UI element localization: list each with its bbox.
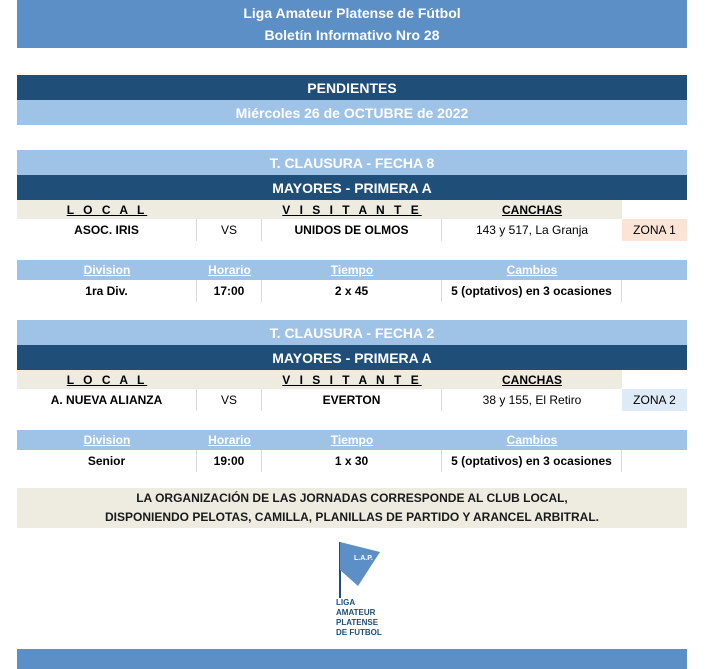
canchas-header: CANCHAS [442, 370, 622, 389]
logo-badge: L.A.P. [354, 555, 373, 562]
logo-line-2: AMATEUR [336, 608, 376, 617]
cambios-label: Cambios [442, 430, 622, 450]
vs-header [197, 200, 262, 219]
cancha-address: 143 y 517, La Granja [475, 223, 589, 237]
details-filler [622, 430, 687, 450]
horario-label: Horario [197, 260, 262, 280]
zona-header [622, 370, 687, 389]
league-name: Liga Amateur Platense de Fútbol [243, 5, 461, 21]
match-1-tournament: T. CLAUSURA - FECHA 8 [17, 150, 687, 175]
match-1-column-headers [17, 200, 687, 219]
tiempo-value: 1 x 30 [262, 450, 442, 472]
vs-label: VS [197, 219, 262, 241]
division-value: Senior [17, 450, 197, 472]
local-header: L O C A L [17, 370, 197, 389]
match-2-details-header [17, 430, 687, 450]
cambios-value: 5 (optativos) en 3 ocasiones [442, 280, 622, 302]
division-label: Division [17, 260, 197, 280]
logo-line-1: LIGA [336, 598, 356, 607]
details-filler [622, 260, 687, 280]
visitante-team: EVERTON [262, 389, 442, 411]
organization-note [17, 488, 687, 528]
zona-badge: ZONA 1 [622, 219, 687, 241]
visitante-header: V I S I T A N T E [262, 370, 442, 389]
note-line-2: DISPONIENDO PELOTAS, CAMILLA, PLANILLAS DE PARTIDO Y ARANCEL ARBITRAL. [104, 510, 599, 524]
details-empty [622, 280, 687, 302]
logo-wordmark [336, 598, 382, 638]
local-team: A. NUEVA ALIANZA [17, 389, 197, 411]
match-2-details-row [17, 450, 687, 472]
vs-header [197, 370, 262, 389]
status-date: Miércoles 26 de OCTUBRE de 2022 [17, 100, 687, 125]
logo-line-4: DE FUTBOL [336, 628, 382, 637]
match-1-category: MAYORES - PRIMERA A [17, 175, 687, 200]
tiempo-label: Tiempo [262, 430, 442, 450]
horario-value: 17:00 [197, 280, 262, 302]
zona-header [622, 200, 687, 219]
cambios-label: Cambios [442, 260, 622, 280]
horario-value: 19:00 [197, 450, 262, 472]
logo-line-3: PLATENSE [336, 618, 379, 627]
cancha-address: 38 y 155, El Retiro [482, 393, 582, 407]
bulletin-header [17, 0, 687, 48]
match-2-category: MAYORES - PRIMERA A [17, 345, 687, 370]
canchas-header: CANCHAS [442, 200, 622, 219]
tiempo-label: Tiempo [262, 260, 442, 280]
match-2-teams-row [17, 389, 687, 411]
visitante-header: V I S I T A N T E [262, 200, 442, 219]
vs-label: VS [197, 389, 262, 411]
division-value: 1ra Div. [17, 280, 197, 302]
match-2-column-headers [17, 370, 687, 389]
match-1-details-row [17, 280, 687, 302]
match-1-teams-row [17, 219, 687, 241]
details-empty [622, 450, 687, 472]
bulletin-number: Boletín Informativo Nro 28 [264, 27, 440, 43]
footer-bar [17, 649, 687, 669]
status-title: PENDIENTES [17, 75, 687, 100]
visitante-team: UNIDOS DE OLMOS [262, 219, 442, 241]
zona-badge: ZONA 2 [622, 389, 687, 411]
division-label: Division [17, 430, 197, 450]
tiempo-value: 2 x 45 [262, 280, 442, 302]
local-header: L O C A L [17, 200, 197, 219]
note-line-1: LA ORGANIZACIÓN DE LAS JORNADAS CORRESPONDE AL CLUB LOCAL, [136, 491, 568, 505]
cambios-value: 5 (optativos) en 3 ocasiones [442, 450, 622, 472]
horario-label: Horario [197, 430, 262, 450]
match-2-tournament: T. CLAUSURA - FECHA 2 [17, 320, 687, 345]
match-1-details-header [17, 260, 687, 280]
local-team: ASOC. IRIS [17, 219, 197, 241]
